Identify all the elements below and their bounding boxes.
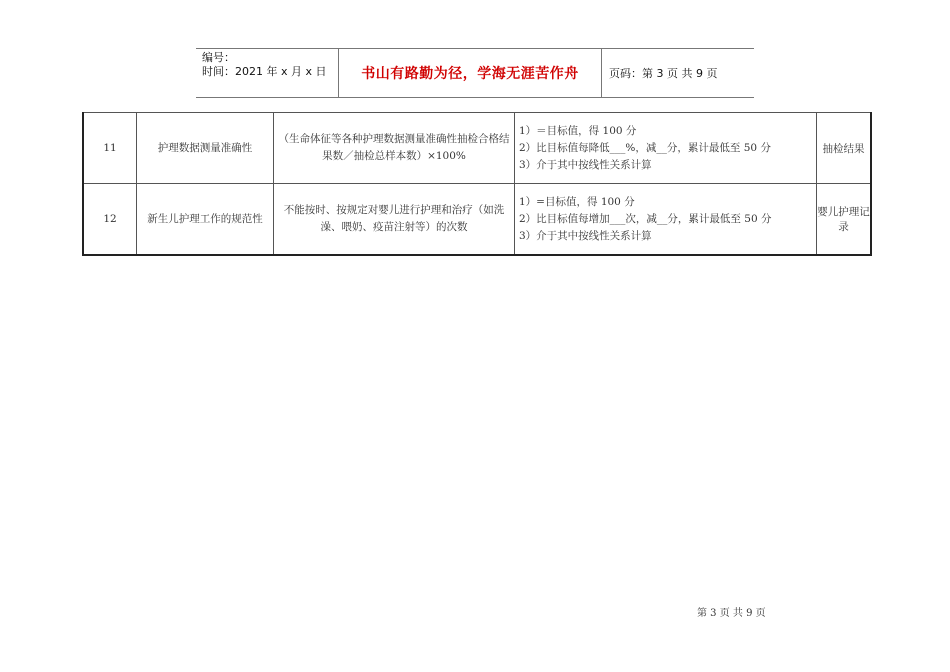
page-number-label: 页码：第 3 页 共 9 页 (609, 67, 718, 80)
row-number: 12 (83, 184, 137, 256)
data-source: 婴儿护理记录 (817, 184, 872, 256)
scoring-rules (515, 184, 817, 256)
time-label: 时间：2021 年 x 月 x 日 (202, 65, 327, 78)
scoring-rule: 3）介于其中按线性关系计算 (519, 229, 652, 242)
evaluation-table (82, 112, 872, 256)
code-label: 编号： (202, 51, 235, 64)
row-number: 11 (83, 113, 137, 184)
indicator-formula: 不能按时、按规定对婴儿进行护理和治疗（如洗澡、喂奶、疫苗注射等）的次数 (274, 184, 515, 256)
indicator-name: 新生儿护理工作的规范性 (137, 184, 274, 256)
document-header (196, 48, 754, 98)
scoring-rule: 1）=目标值，得 100 分 (519, 195, 635, 208)
scoring-rule: 2）比目标值每降低___%，减__分，累计最低至 50 分 (519, 141, 771, 154)
data-source: 抽检结果 (817, 113, 872, 184)
page-footer: 第 3 页 共 9 页 (697, 608, 766, 619)
scoring-rule: 1）＝目标值，得 100 分 (519, 124, 637, 137)
table-row (83, 113, 871, 184)
scoring-rules (515, 113, 817, 184)
motto: 书山有路勤为径，学海无涯苦作舟 (339, 49, 602, 97)
indicator-formula: （生命体征等各种护理数据测量准确性抽检合格结果数／抽检总样本数）×100% (274, 113, 515, 184)
header-info-cell (196, 49, 339, 97)
scoring-rule: 3）介于其中按线性关系计算 (519, 158, 652, 171)
scoring-rule: 2）比目标值每增加___次，减__分，累计最低至 50 分 (519, 212, 772, 225)
table-row (83, 184, 871, 256)
indicator-name: 护理数据测量准确性 (137, 113, 274, 184)
